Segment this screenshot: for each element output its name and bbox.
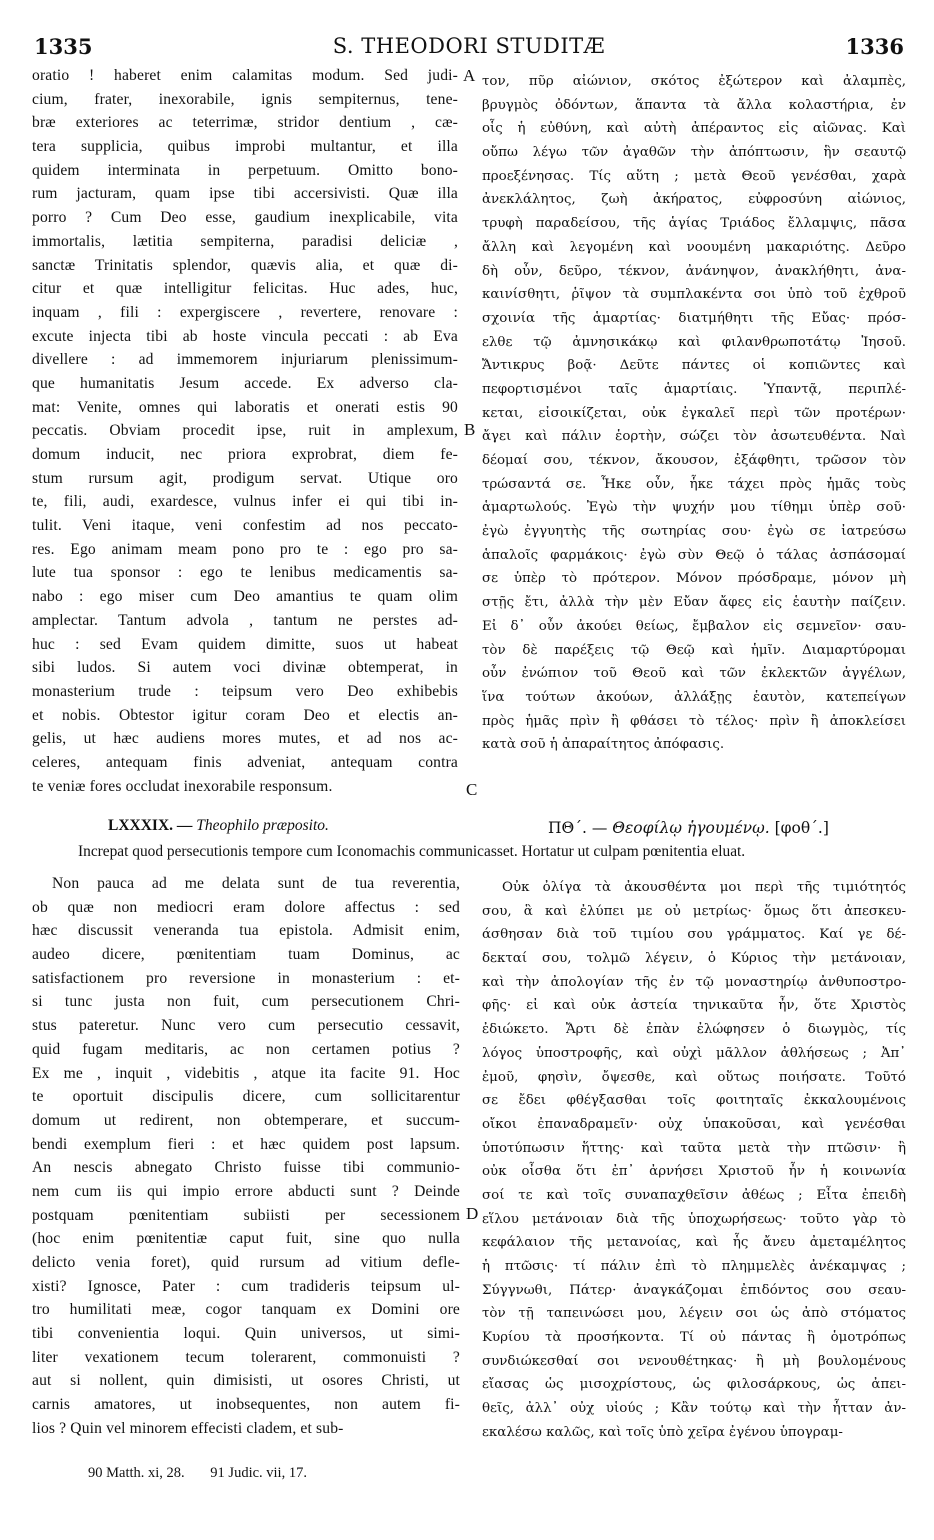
text-line: sibi ludos. Si autem voci divinæ obtemperat, in [32,659,458,677]
margin-marker-b: B [464,420,476,439]
letter-bracket-number: [φοθ΄.] [774,819,829,837]
text-line: Ἄντικρυς βοᾷ· Δεῦτε πάντες οἱ κοπιῶντες καὶ [482,358,906,374]
text-line: stus pateretur. Nunc vero cum persecutio cessavit, [32,1017,460,1035]
text-line: ob quæ non mediocri eram dolore affectus : sed [32,898,460,916]
text-line: οὔπω λέγω τῶν ἀγαθῶν τὴν ἀπόπτωσιν, ἣν σεαυτῷ [482,145,906,161]
text-line: τὸν δὲ παρέξεις τῷ Θεῷ καὶ ἡμῖν. Διαμαρτύρομαι [482,642,906,658]
text-line: domum inducit, nec priora exprobrat, diem fe- [32,446,458,463]
text-line: φῆς· εἰ καὶ οὐκ ἀστεία τηνικαῦτα ἦν, ὅτε Χριστὸς [482,998,906,1014]
text-line: ἄγει καὶ πάλιν ἑορτὴν, σώζει τὸν ἀσωτευθέντα. Ναὶ [482,429,906,445]
text-line: τον, πῦρ αἰώνιον, σκότος ἐξώτερον καὶ ἀλαμπὲς, [482,74,906,89]
text-line: ἐγὼ ἐγγυητὴς τῆς σωτηρίας σου· ἐγὼ σε ἰατρεύσω [482,524,906,540]
text-line: τὸν τῇ ταπεινώσει μου, λέγειν σοι ὡς ἀπὸ στόματος [482,1306,906,1322]
text-line: nem cum iis qui impio errore abducti sunt ? Deinde [32,1182,460,1200]
text-line: bendi exemplum fieri : et hæc quidem post lapsum. [32,1135,460,1153]
text-line: amplectar. Tantum advola , tantum ne perstes ad- [32,611,458,629]
text-line: τρυφὴ παραδείσου, τῆς ἁγίας Τριάδος ἔλλαμψις, πᾶσα [482,216,906,232]
text-line: cium, frater, inexorabile, ignis sempiternus, tene- [32,90,458,108]
text-line: δεκταί σου, τολμῶ λέγειν, ὁ Κύριος τὴν μετάνοιαν, [482,951,906,967]
text-line: οἴκοι ἐπαναδραμεῖν· οὐχ ὑπακοῦσαι, καὶ γενέσθαι [482,1116,906,1132]
greek-column-top [482,70,906,757]
text-line: ἵνα τούτων ἀκούων, ἀλλάξῃς ἑαυτὸν, κατεπείγων [482,689,906,705]
letter-number-latin: LXXXIX. — [108,817,193,834]
text-line: xisti? Ignosce, Pater : cum tradideris teipsum ul- [32,1277,460,1295]
text-line: quid fugam meditaris, ac non certamen potius ? [32,1040,460,1058]
text-line: te veniæ fores occludat inexorabile responsum. [32,777,333,795]
text-line: stum rursum agit, prodigum servat. Utique oro [32,469,458,487]
text-line: inquam , fili : expergiscere , revertere, renovare : [32,303,458,321]
text-line: πρὸς ἡμᾶς πρὶν ἢ φθάσει τὸ τέλος· πρὶν ἢ ἀποκλείσει [482,713,906,729]
letter-title-latin [108,817,329,835]
text-line: κεται, εἰσοικίζεται, οὐκ ἐγκαλεῖ περὶ τῶν προτέρων· [482,405,906,421]
text-line: καινίσθητι, ῥῖψον τὰ συμπλακέντα σοι ὑπὸ τοῦ ἐχθροῦ [482,287,906,303]
text-line: liter vexationem tecum tolerarent, commonuisti ? [32,1348,460,1366]
text-line: te, fili, audi, exardesce, vulnus infer ei qui tibi in- [32,493,458,511]
text-line: porro ? Cum Deo esse, gaudium inexplicabile, vita [32,209,458,227]
text-line: postquam pœnitentiam subiisti per secessionem [32,1206,460,1224]
text-line: excute injecta tibi ab hoste vincula peccati : ab Eva [32,327,458,345]
text-line: An nescis abnegato Christo fuisse tibi communio- [32,1159,460,1177]
text-line: mat: Venite, omnes qui laboratis et onerati estis 90 [32,398,458,416]
margin-marker-a: A [463,66,476,85]
running-header [34,34,904,62]
latin-column-top [32,64,458,798]
text-line: que humanitatis Jesum accede. Ex adverso cla- [32,374,458,392]
text-line: divellere : ad immemorem injuriarum plenissimum- [32,351,458,369]
text-line: Non pauca ad me delata sunt de tua reverentia, [52,875,460,892]
text-line: βρυγμὸς ὀδόντων, ἅπαντα τὰ ἄλλα κολαστήρια, ἐν [482,97,906,113]
text-line: immortalis, lætitia sempiterna, paradisi deliciæ , [32,232,458,250]
text-line: ὑποτύπωσιν ἥττης· καὶ ταῦτα μετὰ τὴν πτῶσιν· ἢ [482,1140,906,1156]
text-line: tulit. Veni itaque, veni confestim ad nos peccato- [32,517,458,535]
text-line: aut si nollent, quin dimisisti, ut osores Christi, ut [32,1372,460,1390]
margin-marker-d: D [466,1204,479,1223]
text-line: citur et quæ intelligitur felicitas. Huc ades, huc, [32,280,458,298]
text-line: tera supplicia, quibus improbi multantur, et illa [32,138,458,156]
footnote: 91 Judic. vii, 17. [210,1465,307,1481]
text-line: res. Ego animam meam pono pro te : ego pro sa- [32,540,458,558]
text-line: monasterium trude : teipsum vero Deo exhibebis [32,682,458,700]
margin-marker-c: C [466,780,478,799]
text-line: Κυρίου τὰ προσήκοντα. Τί οὐ πάντας ἢ ὁμοτρόπως [482,1330,906,1346]
text-line: (hoc enim pœnitentiæ caput fuit, sine quo nulla [32,1230,460,1248]
text-line: bræ exteriores ac teterrimæ, stridor dentium , cæ- [32,114,458,132]
text-line: λόγος ὑποστροφῆς, καὶ οὐχὶ μᾶλλον ἀθλήσεως ; Ἀπ᾿ [482,1045,906,1061]
text-line: δὴ οὖν, δεῦρο, τέκνον, ἀνάνηψον, ἀνακλήθητι, ἀνα- [482,263,906,279]
text-line: tro humilitati meæ, cogor tanquam ex Domini ore [32,1301,460,1319]
text-line: lios ? Quin vel minorem effecisti cladem, et sub- [32,1419,344,1437]
text-line: hæc discussit veneranda tua epistola. Admisit enim, [32,922,460,940]
text-line: σχοινία τῆς ἁμαρτίας· διατμήθητι τῆς Εὔας· πρόσ- [482,310,906,326]
text-line: te oportuit discipulis dicere, cum sollicitarentur [32,1088,460,1106]
letter-number-greek: ΠΘ΄. — [548,819,608,837]
text-line: οἷς ἡ εὐθύνη, καὶ αὐτὴ ἀπέραντος εἰς αἰῶνας. Καὶ [482,121,906,137]
text-line: carnis amatores, ut inobsequentes, non autem fi- [32,1396,460,1414]
letter-title-greek [548,819,829,837]
text-line: συνδιώκεσθαί σοι νενουθέτηκας· ἢ μὴ βουλομένους [482,1353,906,1369]
text-line: tibi convenientia loqui. Quin universos, ut simi- [32,1325,460,1343]
text-line: οὖν ἐνώπιον τοῦ Θεοῦ καὶ τῶν ἐκλεκτῶν ἀγγέλων, [482,666,906,682]
text-line: delicto venia foret), quid rursum ad vitium defle- [32,1254,460,1271]
text-line: nabo : ego miser cum Deo amantius te quam olim [32,588,458,606]
letter-addressee-latin: Theophilo præposito. [196,817,329,834]
text-line: σοί τε καὶ τοῖς συναπαχθεῖσιν ἀθέως ; Εἶτα ἐπειδὴ [482,1187,906,1203]
text-line: καὶ τὴν ἀπολογίαν τῆς ἐν τῷ μοναστηρίῳ ἀνθυποστρο- [482,974,906,990]
text-line: sanctæ Trinitatis splendor, quævis alia, et quæ di- [32,256,458,274]
text-line: Εἰ δ᾿ οὖν ἀκούει θείως, ἔμβαλον εἰς σεμνεῖον· σαυ- [482,618,906,634]
text-line: σε ἔδει φθέγξασθαι τοῖς φοιτηταῖς ἐκκαλουμένοις [482,1093,906,1109]
text-line: ἡ πτῶσις· τί πάλιν ἐπὶ τὸ πλημμελὲς ἀνέκαμψας ; [482,1259,906,1274]
latin-column-bottom [32,872,460,1441]
text-line: ἁπαλοῖς φαρμάκοις· ἐγὼ σὺν Θεῷ ὁ τάλας ἀσπάσομαί [482,547,906,563]
text-line: lute tua sponsor : ego te lenibus medicamentis sa- [32,564,458,582]
text-line: σου, ἃ καὶ ἐλύπει με οὐ μετρίως· ὅμως ὅτι ἀπεσκευ- [482,903,906,919]
text-line: εκαλέσω καλῶς, καὶ τοῖς ὑπὸ χεῖρα ἐγένου ὑπογραμ- [482,1424,843,1440]
text-line: et nobis. Obtestor igitur coram Deo et electis an- [32,706,458,724]
text-line: rum jacturam, quam ipse tibi accersivisti. Quæ illa [32,185,458,203]
text-line: satisfactionem pro reversione in monasterium : et- [32,969,460,987]
letter-summary: Increpat quod persecutionis tempore cum Iconomachis communicasset. Hortatur ut culpam pœnitentia eluat. [78,843,746,860]
text-line: στῇς ἔτι, ἀλλὰ τὴν μὲν Εὔαν ἄφες εἰς ἑαυτὴν παίζειν. [482,595,906,611]
left-column-number: 1335 [34,34,93,59]
text-line: σε ὑπὲρ τὸ πρότερον. Μόνον πρόσδραμε, μόνον μὴ [482,571,906,587]
text-line: oratio ! haberet enim calamitas modum. Sed judi- [32,67,458,84]
footnote: 90 Matth. xi, 28. [88,1465,185,1481]
text-line: άσθησαν διὰ τοῦ τιμίου σου γράμματος. Καί γε δέ- [482,927,906,943]
text-line: δέομαί σου, τέκνον, ἄκουσον, ἐξάφθητι, τρῶσον τὸν [482,453,906,468]
text-line: audeo dicere, pœnitentiam tuam Dominus, ac [32,946,460,964]
text-line: huc : sed Evam quidem dimitte, suos ut habeat [32,635,458,653]
text-line: ἄλλη καὶ λεγομένη καὶ νοουμένη μακαριότης. Δεῦρο [482,239,906,255]
text-line: Ex me , inquit , videbitis , atque ita facite 91. Hoc [32,1064,460,1082]
text-line: si tunc justa non fuit, cum persecutionem Chri- [32,993,460,1011]
text-line: πεφορτισμένοι ταῖς ἁμαρτίαις. Ὑπαντᾷ, περιπλέ- [482,381,906,397]
text-line: ελθε τῷ ἀμνησικάκῳ καὶ φιλανθρωποτάτῳ Ἰησοῦ. [482,334,906,350]
greek-column-bottom [482,876,906,1445]
text-line: peccatis. Obviam procedit ipse, ruit in amplexum, [32,422,458,440]
text-line: τρώσαντά σε. Ἧκε οὖν, ἧκε τάχει πρὸς ἡμᾶς τοὺς [482,476,906,492]
text-line: ἁμαρτωλούς. Ἐγὼ τὴν ψυχήν μου τίθημι ὑπὲρ σοῦ· [482,500,906,516]
text-line: gelis, ut hæc audiens mores mutes, et ad nos ac- [32,730,458,748]
text-line: ἐμοῦ, φησὶν, ὄψεσθε, καὶ οὕτως ποιήσατε. Τοῦτό [482,1069,906,1085]
text-line: ἐδιώκετο. Ἄρτι δὲ ἐπὰν ἐλώφησεν ὁ διωγμὸς, τίς [482,1022,906,1038]
text-line: προεξένησας. Τίς αὕτη ; μετὰ Θεοῦ γενέσθαι, χαρὰ [482,168,906,184]
text-line: κατὰ σοῦ ἡ ἀπαραίτητος ἀπόφασις. [482,737,725,753]
text-line: εἴασας ὡς μισοχρίστους, ὡς φιλοσάρκους, ὡς ἀπει- [482,1377,906,1393]
text-line: celeres, antequam finis adveniat, antequam contra [32,753,458,771]
letter-addressee-greek: Θεοφίλῳ ἡγουμένῳ. [612,819,770,837]
text-line: Οὐκ ὀλίγα τὰ ἀκουσθέντα μοι περὶ τῆς τιμιότητός [502,880,906,895]
footnotes [88,1465,329,1482]
text-line: θεῖς, ἀλλ᾿ οὐχ υἱούς ; Κἂν τούτῳ καὶ τὴν ἧτταν ἀν- [482,1401,906,1417]
text-line: Σύγγνωθι, Πάτερ· ἀναγκάζομαι ἐπιδόντος σου σεαυ- [482,1282,906,1298]
text-line: οὐκ οἶσθα ὅτι ἐπ᾿ ἀρνήσει Χριστοῦ ἦν ἡ κοινωνία [482,1164,906,1180]
text-line: ἀνεκλάλητος, ζωὴ ἀκήρατος, εὐφροσύνη αἰώνιος, [482,192,906,208]
text-line: quidem interminata in perpetuum. Omitto bono- [32,161,458,179]
text-line: κεφάλαιον τῆς μετανοίας, καὶ ἧς ἄνευ ἀμεταμέλητος [482,1235,906,1251]
right-column-number: 1336 [845,34,904,59]
text-line: εἵλου μετάνοιαν διὰ τῆς ὑποχωρήσεως· τοῦτο γὰρ τὸ [482,1211,906,1227]
running-title: S. THEODORI STUDITÆ [332,34,606,58]
text-line: domum ut redirent, non obtemperare, et succum- [32,1111,460,1129]
